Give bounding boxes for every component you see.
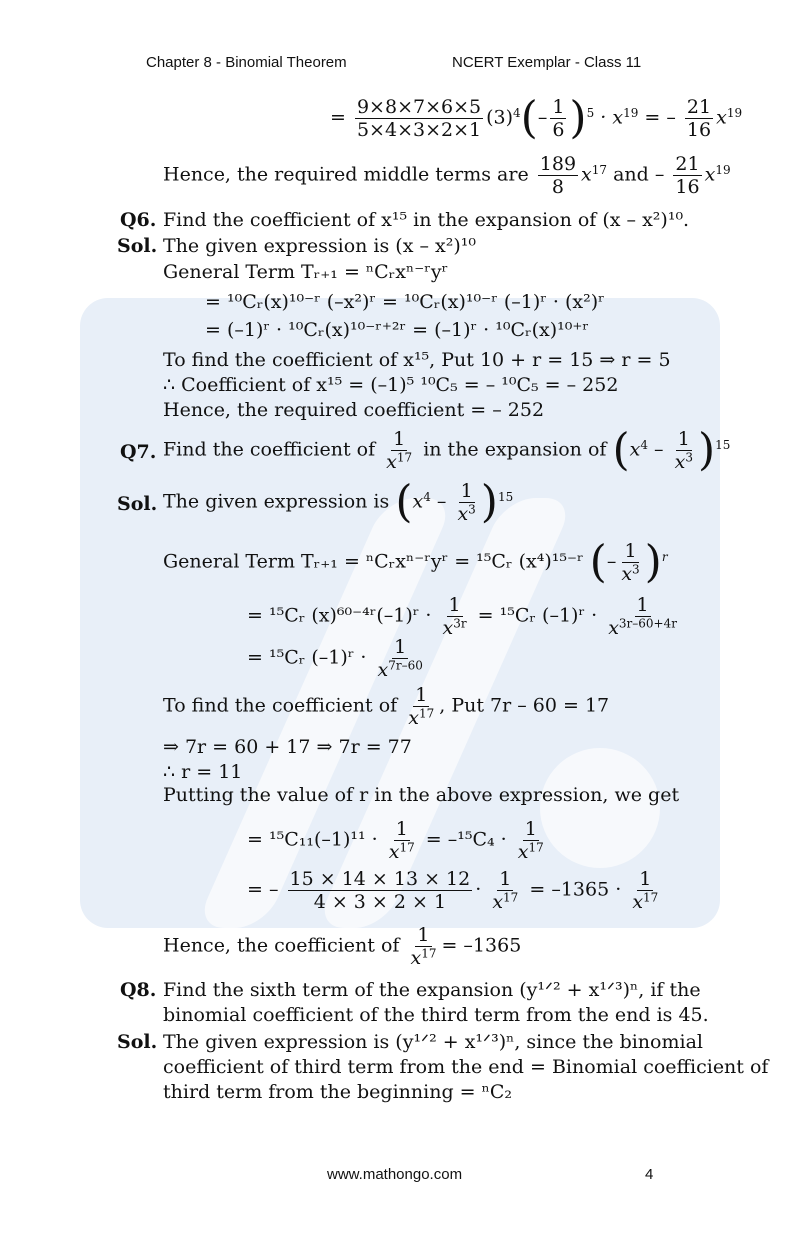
q7-general-term: General Term Tᵣ₊₁ = ⁿCᵣxⁿ⁻ʳyʳ = ¹⁵Cᵣ (x⁴)¹⁵⁻ʳ (– $\frac{1}{x^3}$ )$^r$ xyxy=(163,536,668,588)
q6-sol-label: Sol. xyxy=(117,235,158,257)
q8-sol-label: Sol. xyxy=(117,1031,158,1053)
q6-label: Q6. xyxy=(120,209,157,231)
q5-hence: Hence, the required middle terms are $\frac{189}{8}$ $x^{17}$ and – $\frac{21}{16}$ $x^{19}$ xyxy=(163,153,731,198)
q7-putting: Putting the value of r in the above expression, we get xyxy=(163,784,680,806)
q6-step-4: = (–1)ʳ · ¹⁰Cᵣ(x)¹⁰⁻ʳ⁺²ʳ = (–1)ʳ · ¹⁰Cᵣ(x)¹⁰⁺ʳ xyxy=(205,319,589,341)
q6-step-2: General Term Tᵣ₊₁ = ⁿCᵣxⁿ⁻ʳyʳ xyxy=(163,261,449,283)
q6-step-5: To find the coefficient of x¹⁵, Put 10 + r = 15 ⇒ r = 5 xyxy=(163,349,671,371)
q8-label: Q8. xyxy=(120,979,157,1001)
q6-step-3: = ¹⁰Cᵣ(x)¹⁰⁻ʳ (–x²)ʳ = ¹⁰Cᵣ(x)¹⁰⁻ʳ (–1)ʳ · (x²)ʳ xyxy=(205,291,605,313)
q8-question-2: binomial coefficient of the third term from the end is 45. xyxy=(163,1004,709,1026)
q7-question: Find the coefficient of $\frac{1}{x^{17}}$ in the expansion of ($x^4$ – $\frac{1}{x^3}$ )$^{15}$ xyxy=(163,424,731,476)
q7-find: To find the coefficient of $\frac{1}{x^{17}}$ , Put 7r – 60 = 17 xyxy=(163,684,610,729)
q8-question-1: Find the sixth term of the expansion (y¹ᐟ² + x¹ᐟ³)ⁿ, if the xyxy=(163,979,701,1001)
q6-question: Find the coefficient of x¹⁵ in the expansion of (x – x²)¹⁰. xyxy=(163,209,690,231)
q7-sol-label: Sol. xyxy=(117,493,158,515)
q7-hence: Hence, the coefficient of $\frac{1}{x^{17}}$ = –1365 xyxy=(163,924,522,969)
q7-implies: ⇒ 7r = 60 + 17 ⇒ 7r = 77 xyxy=(163,736,412,758)
page-number: 4 xyxy=(645,1166,654,1183)
header-chapter: Chapter 8 - Binomial Theorem xyxy=(146,54,347,71)
q7-eval-2: = – $\frac{15 \times 14 \times 13 \times 12}{4 \times 3 \times 2 \times 1}$ · $\frac{1}{x^{17}}$ = –1365 · $\frac{1}{x^{17}}$ xyxy=(247,868,659,913)
q7-step-2: = ¹⁵Cᵣ (x)⁶⁰⁻⁴ʳ(–1)ʳ · $\frac{1}{x^{3r}}$ = ¹⁵Cᵣ (–1)ʳ · $\frac{1}{x^{3r-60+4r}}$ xyxy=(247,594,677,639)
q6-step-7: Hence, the required coefficient = – 252 xyxy=(163,399,545,421)
q8-step-3: third term from the beginning = ⁿC₂ xyxy=(163,1081,512,1103)
q6-step-6: ∴ Coefficient of x¹⁵ = (–1)⁵ ¹⁰C₅ = – ¹⁰C₅ = – 252 xyxy=(163,374,619,396)
q7-step-3: = ¹⁵Cᵣ (–1)ʳ · $\frac{1}{x^{7r-60}}$ xyxy=(247,636,423,681)
q7-label: Q7. xyxy=(120,441,157,463)
q7-therefore: ∴ r = 11 xyxy=(163,761,243,783)
footer-website[interactable]: www.mathongo.com xyxy=(327,1166,463,1183)
q8-step-1: The given expression is (y¹ᐟ² + x¹ᐟ³)ⁿ, since the binomial xyxy=(163,1031,703,1053)
q7-eval-1: = ¹⁵C₁₁(–1)¹¹ · $\frac{1}{x^{17}}$ = –¹⁵C₄ · $\frac{1}{x^{17}}$ xyxy=(247,818,544,863)
q7-step-1: The given expression is ($x^4$ – $\frac{1}{x^3}$ )$^{15}$ xyxy=(163,476,514,528)
q6-step-1: The given expression is (x – x²)¹⁰ xyxy=(163,235,476,257)
q5-expression: = $\frac{9\times 8\times 7\times 6\times 5}{5\times 4\times 3\times 2\times 1}$ $(3)^4(-$ $\frac{1}{6}$ )$^5 \cdot x^{19}$ = – $\frac{21}{16}$ $x^{19}$ xyxy=(330,92,743,144)
q8-step-2: coefficient of third term from the end = Binomial coefficient of xyxy=(163,1056,769,1078)
header-class: NCERT Exemplar - Class 11 xyxy=(452,54,642,71)
